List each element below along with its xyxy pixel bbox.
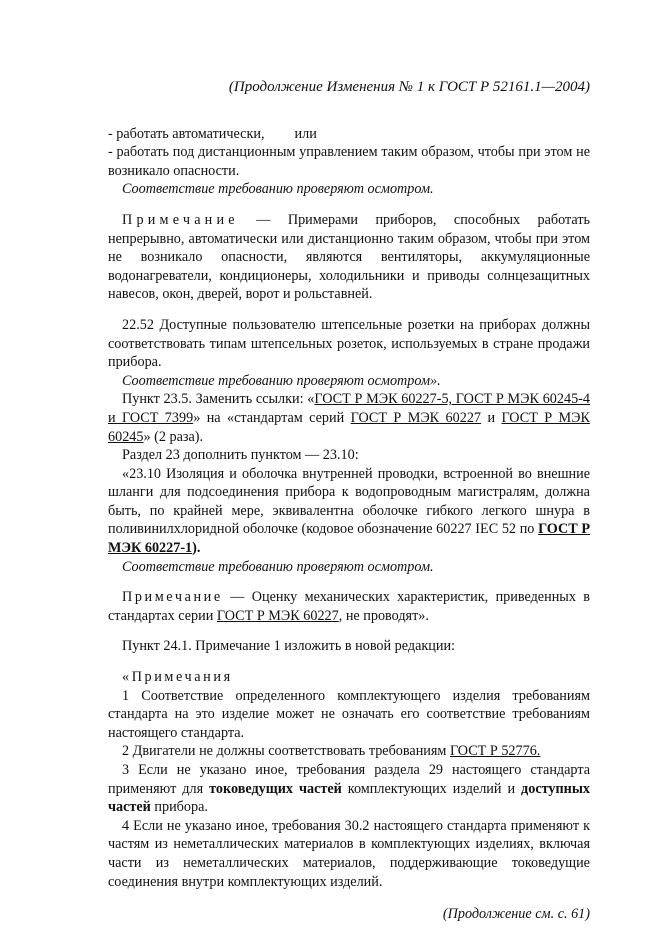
note-item-3-bold-2: доступных частей <box>108 780 591 816</box>
ref-link-gost-60227-5[interactable]: ГОСТ Р МЭК 60227-5, ГОСТ Р МЭК 60245-4 и ГОСТ 7399 <box>108 391 590 426</box>
ref-link-gost-60227[interactable]: ГОСТ Р МЭК 60227 <box>350 409 482 426</box>
ref-link-gost-60227-1[interactable]: ГОСТ Р МЭК 60227-1 <box>108 521 590 557</box>
list-item-1-or: или <box>294 125 317 142</box>
point-23-5-suffix: » (2 раза). <box>143 428 204 445</box>
clause-23-10-end: ). <box>192 540 201 557</box>
page-header: (Продолжение Изменения № 1 к ГОСТ Р 52161.1—2004) <box>228 79 590 95</box>
note-item-3 <box>108 761 590 817</box>
note-item-1: 1 Соответствие определенного комплектующего изделия требованиям стандарта на это изделие может не означать его соответствие требованиям настоящего стандарта. <box>108 687 590 741</box>
point-23-5-and: и <box>481 409 502 426</box>
point-23-5-mid: » на «стандартам серий <box>193 409 351 426</box>
point-23-5 <box>108 390 590 446</box>
clause-23-10 <box>108 465 590 558</box>
note-2-text-a: — Оценку механических характеристик, приведенных в стандартах серии <box>108 589 590 624</box>
note-item-2-text: 2 Двигатели не должны соответствовать требованиям <box>122 743 450 760</box>
note-item-3-d: прибора. <box>150 799 208 816</box>
page-footer: (Продолжение см. с. 61) <box>442 906 590 923</box>
note-2 <box>108 588 590 625</box>
check-text-3: Соответствие требованию проверяют осмотром. <box>122 558 434 575</box>
point-24-1: Пункт 24.1. Примечание 1 изложить в новой редакции: <box>122 638 455 655</box>
note-item-2 <box>108 742 590 761</box>
note-item-3-c: комплектующих изделий и <box>341 780 522 797</box>
check-text: Соответствие требованию проверяют осмотром. <box>122 181 434 198</box>
note-2-text-b: , не проводят». <box>338 607 429 624</box>
note-1-text: — Примерами приборов, способных работать непрерывно, автоматически или дистанционно таким образом, чтобы при этом не возникало опасности, являются вентиляторы, аккумуляционные водонагреватели, кондиционеры, холодильники и приводы солнцезащитных навесов, окон, дверей, ворот и рольставней. <box>108 211 590 303</box>
note-2-label: Примечание <box>122 589 223 606</box>
notes-heading: «Примечания <box>122 669 233 686</box>
clause-22-52: 22.52 Доступные пользователю штепсельные розетки на приборах должны соответствовать типам штепсельных розеток, используемых в стране продажи прибора. <box>108 316 590 371</box>
clause-23-10-text: «23.10 Изоляция и оболочка внутренней проводки, встроенной во внешние шланги для подсоединения прибора к водопроводным магистралям, должна быть, по крайней мере, эквивалентна оболочке гибкого легкого шнура в поливинилхлоридной оболочке (кодовое обозначение 60227 IEC 52 по <box>108 465 590 538</box>
note-1 <box>108 211 590 304</box>
note-1-label: Примечание <box>122 211 239 228</box>
check-text-2: Соответствие требованию проверяют осмотром». <box>122 372 441 389</box>
ref-link-gost-60227-note[interactable]: ГОСТ Р МЭК 60227 <box>216 607 339 624</box>
ref-link-gost-60245[interactable]: ГОСТ Р МЭК 60245 <box>108 409 591 445</box>
note-item-4: 4 Если не указано иное, требования 30.2 настоящего стандарта применяют к частям из неметаллических материалов в комплектующих изделиях, включая части из неметаллических материалов, поддерживающие токоведущие соединения внутри комплектующих изделий. <box>108 817 590 890</box>
point-23-5-prefix: Пункт 23.5. Заменить ссылки: « <box>122 391 315 408</box>
list-item-1 <box>108 125 590 144</box>
ref-link-gost-52776[interactable]: ГОСТ Р 52776. <box>449 743 541 760</box>
list-item-2: - работать под дистанционным управлением таким образом, чтобы при этом не возникало опасности. <box>108 144 590 179</box>
document-page <box>108 78 590 924</box>
note-item-3-bold-1: токоведущих частей <box>209 780 342 797</box>
list-item-1-text: - работать автоматически, <box>108 125 265 142</box>
section-23: Раздел 23 дополнить пунктом — 23.10: <box>122 447 359 464</box>
note-item-3-a: 3 Если не указано иное, требования раздела 29 настоящего стандарта применяют для <box>108 762 590 797</box>
